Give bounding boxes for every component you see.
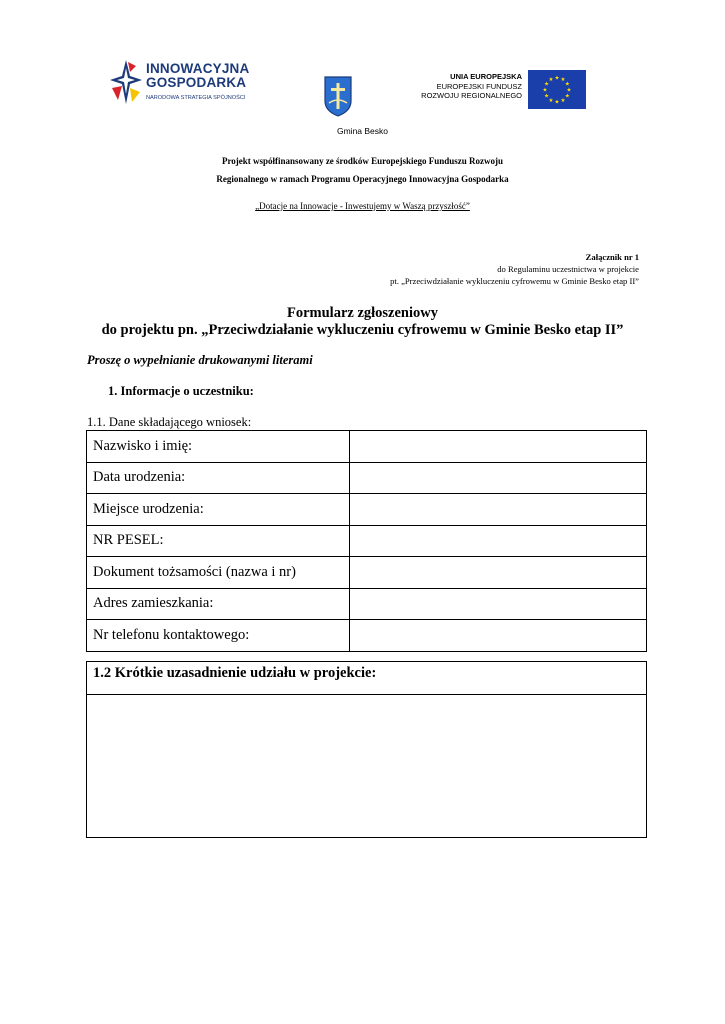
- eu-star-icon: ★: [554, 99, 560, 106]
- annex-title: Załącznik nr 1: [585, 252, 639, 262]
- form-row-field[interactable]: [350, 557, 647, 589]
- justification-field[interactable]: [87, 695, 646, 835]
- ig-line2: GOSPODARKA: [146, 75, 247, 90]
- section-heading: 1. Informacje o uczestniku:: [108, 384, 254, 398]
- form-row-label: Miejsce urodzenia:: [87, 494, 350, 526]
- form-row: [87, 620, 647, 652]
- form-row: [87, 462, 647, 494]
- eu-line2: EUROPEJSKI FUNDUSZ: [436, 81, 522, 91]
- gmina-label: Gmina Besko: [336, 126, 389, 136]
- form-row-field[interactable]: [350, 462, 647, 494]
- subsection-heading: 1.1. Dane składającego wniosek:: [87, 415, 252, 429]
- eu-star-icon: ★: [566, 87, 572, 94]
- form-row-label: Data urodzenia:: [87, 462, 350, 494]
- justification-box: [86, 661, 647, 838]
- project-line1: Projekt współfinansowany ze środków Europejskiego Funduszu Rozwoju: [221, 156, 504, 166]
- form-row-label: Dokument tożsamości (nazwa i nr): [87, 557, 350, 589]
- eu-text: [400, 72, 522, 101]
- form-title: Formularz zgłoszeniowy: [286, 305, 438, 321]
- justification-label: 1.2 Krótkie uzasadnienie udziału w projekcie:: [87, 662, 646, 695]
- form-row-field[interactable]: [350, 494, 647, 526]
- form-row-label: Adres zamieszkania:: [87, 588, 350, 620]
- eu-star-icon: ★: [564, 81, 570, 88]
- innowacyjna-gospodarka-logo: [108, 58, 278, 108]
- eu-line1: UNIA EUROPEJSKA: [450, 72, 522, 81]
- eu-star-icon: ★: [560, 77, 566, 84]
- eu-flag-icon: [528, 70, 586, 109]
- project-line2: Regionalnego w ramach Programu Operacyjnego Innowacyjna Gospodarka: [216, 174, 509, 184]
- ig-line3: NARODOWA STRATEGIA SPÓJNOŚCI: [146, 95, 246, 101]
- instruction: Proszę o wypełnianie drukowanymi literami: [87, 353, 313, 367]
- eu-star-icon: ★: [548, 97, 554, 104]
- form-row: [87, 494, 647, 526]
- form-row: [87, 588, 647, 620]
- eu-star-icon: ★: [542, 87, 548, 94]
- eu-star-icon: ★: [554, 75, 560, 82]
- eu-star-icon: ★: [544, 81, 550, 88]
- motto: „Dotacje na Innowacje - Inwestujemy w Waszą przyszłość”: [255, 201, 470, 211]
- participant-form-table: [86, 430, 647, 652]
- form-row-label: Nr telefonu kontaktowego:: [87, 620, 350, 652]
- form-row-label: Nazwisko i imię:: [87, 431, 350, 463]
- eu-star-icon: ★: [548, 77, 554, 84]
- form-row: [87, 431, 647, 463]
- form-row: [87, 525, 647, 557]
- gmina-crest-icon: [323, 75, 353, 117]
- annex-line1: do Regulaminu uczestnictwa w projekcie: [497, 264, 639, 274]
- form-row-field[interactable]: [350, 525, 647, 557]
- form-row-field[interactable]: [350, 588, 647, 620]
- form-subtitle: do projektu pn. „Przeciwdziałanie wykluczeniu cyfrowemu w Gminie Besko etap II”: [101, 322, 624, 338]
- form-row-field[interactable]: [350, 431, 647, 463]
- form-row: [87, 557, 647, 589]
- ig-line1: INNOWACYJNA: [146, 61, 250, 76]
- eu-star-icon: ★: [560, 97, 566, 104]
- annex-line2: pt. „Przeciwdziałanie wykluczeniu cyfrowemu w Gminie Besko etap II”: [390, 276, 639, 286]
- eu-star-icon: ★: [544, 93, 550, 100]
- ig-star-icon: [108, 58, 144, 108]
- eu-line3: ROZWOJU REGIONALNEGO: [421, 91, 522, 100]
- eu-star-icon: ★: [564, 93, 570, 100]
- form-row-label: NR PESEL:: [87, 525, 350, 557]
- form-row-field[interactable]: [350, 620, 647, 652]
